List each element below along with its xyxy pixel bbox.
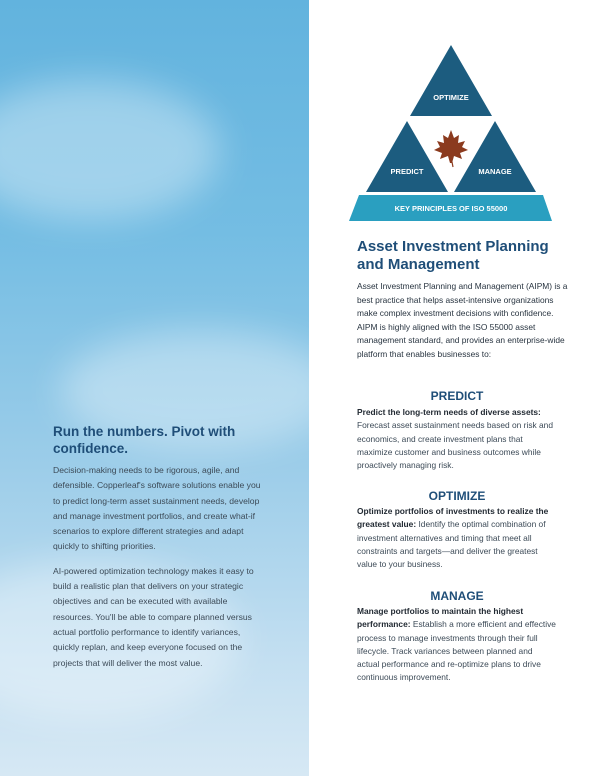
triangle-diagram-graphic	[349, 45, 553, 223]
banner-label: KEY PRINCIPLES OF ISO 55000	[394, 204, 508, 213]
optimize-triangle	[410, 45, 492, 116]
left-text-block	[53, 423, 268, 671]
predict-body	[357, 406, 557, 472]
predict-heading: PREDICT	[430, 389, 484, 403]
manage-label: MANAGE	[478, 167, 512, 176]
manage-lead: Manage portfolios to maintain the highest performance:	[357, 606, 524, 630]
predict-text: Forecast asset sustainment needs based on risk and economics, and create investment plans that maximize customer and business outcomes while proactively managing risk.	[357, 420, 553, 471]
optimize-heading: OPTIMIZE	[428, 489, 486, 503]
manage-text: Establish a more efficient and effective process to manage investments through their full lifecycle. Track variances between planned and actual performance and re-optimize plans to drive continuous improvement.	[357, 619, 556, 683]
predict-label: PREDICT	[390, 167, 424, 176]
iso-principles-diagram	[349, 45, 553, 223]
cloud-decoration	[0, 80, 220, 220]
predict-triangle	[366, 121, 448, 192]
optimize-lead: Optimize portfolios of investments to realize the greatest value:	[357, 506, 549, 530]
predict-lead: Predict the long-term needs of diverse assets:	[357, 407, 541, 417]
maple-leaf-icon	[434, 130, 468, 167]
left-heading: Run the numbers. Pivot with confidence.	[53, 424, 236, 456]
left-paragraph-1: Decision-making needs to be rigorous, agile, and defensible. Copperleaf's software solutions enable you to predict long-term asset sustainment needs, develop and manage investment portfolios, and create what-if scenarios to explore different strategies and adapt quickly to shifting priorities.	[53, 465, 261, 552]
page-title: Asset Investment Planning and Management	[357, 238, 549, 273]
optimize-label: OPTIMIZE	[433, 93, 469, 102]
manage-body	[357, 605, 557, 685]
manage-triangle	[454, 121, 536, 192]
left-paragraph-2: AI-powered optimization technology makes it easy to build a realistic plan that delivers on your strategic objectives and can be executed with available resources. You'll be able to compare planned versus actual portfolio performance to identify variances, quickly replan, and keep everyone focused on the projects that will deliver the most value.	[53, 565, 254, 668]
optimize-body	[357, 505, 557, 571]
intro-paragraph: Asset Investment Planning and Management (AIPM) is a best practice that helps asset-intensive organizations make complex investment decisions with confidence. AIPM is highly aligned with the ISO 55000 asset management standard, and provides an enterprise-wide platform that enables businesses to:	[357, 281, 568, 359]
manage-heading: MANAGE	[430, 589, 484, 603]
optimize-text: Identify the optimal combination of investment alternatives and timing that meet all constraints and targets—and deliver the greatest value to your business.	[357, 519, 546, 570]
